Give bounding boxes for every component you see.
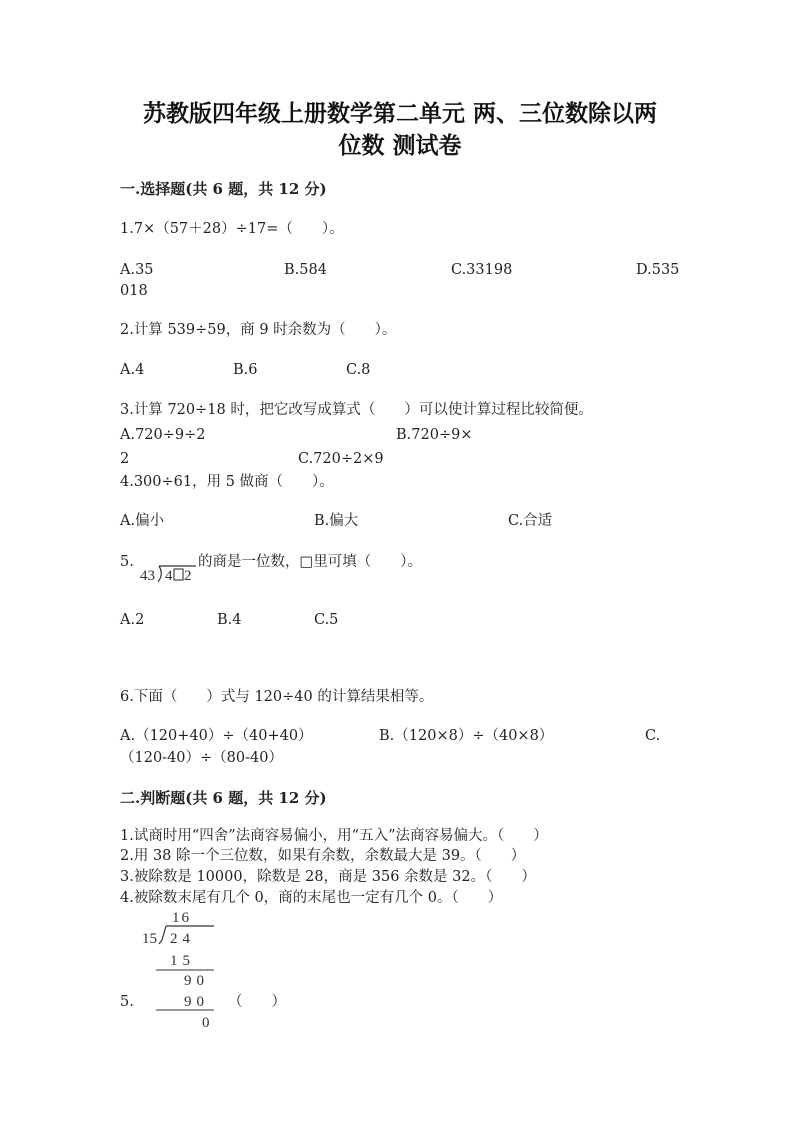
judge5-division-bracket <box>159 926 166 944</box>
judge5-answer-blank: （ ） <box>228 994 286 1010</box>
q5-option-c: C.5 <box>314 612 339 628</box>
judge-item-3: 3.被除数是 10000，除数是 28，商是 356 余数是 32。（ ） <box>120 869 536 885</box>
q2-option-a: A.4 <box>120 362 145 378</box>
q6-option-c: C. <box>645 728 661 744</box>
judge5-quotient: 16 <box>172 910 191 926</box>
q4-option-c: C.合适 <box>508 513 553 529</box>
judge5-remainder: 0 <box>202 1015 210 1031</box>
q1-option-c: C.33198 <box>451 262 513 278</box>
q3-option-b: B.720÷9× <box>396 427 473 443</box>
q3-option-b-continued: 2 <box>120 451 130 467</box>
q4-option-a: A.偏小 <box>120 513 165 529</box>
judge5-divisor: 15 <box>142 931 157 947</box>
q6-option-c-continued: （120-40）÷（80-40） <box>120 750 283 766</box>
judge5-number: 5. <box>120 994 134 1010</box>
q1-stem: 1.7×（57＋28）÷17=（ ）。 <box>120 221 344 237</box>
judge-item-1: 1.试商时用“四舍”法商容易偏小，用“五入”法商容易偏大。（ ） <box>120 828 548 844</box>
q2-stem: 2.计算 539÷59，商 9 时余数为（ ）。 <box>120 322 397 338</box>
q5-option-b: B.4 <box>217 612 242 628</box>
worksheet-title-line1: 苏教版四年级上册数学第二单元 两、三位数除以两 <box>142 100 657 127</box>
q5-blank-square <box>174 569 183 580</box>
q5-long-division-figure <box>138 548 198 584</box>
q5-divisor: 43 <box>140 568 155 584</box>
q5-stem: 的商是一位数，□里可填（ ）。 <box>198 554 422 570</box>
q6-option-a: A.（120+40）÷（40+40） <box>120 728 313 744</box>
q6-stem: 6.下面（ ）式与 120÷40 的计算结果相等。 <box>120 689 434 705</box>
judge-item-4: 4.被除数末尾有几个 0，商的末尾也一定有几个 0。（ ） <box>120 890 503 906</box>
q5-option-a: A.2 <box>120 612 145 628</box>
q1-option-a: A.35 <box>120 262 154 278</box>
section1-heading: 一.选择题(共 6 题，共 12 分) <box>120 180 327 198</box>
judge5-step2-partial: 90 <box>184 973 209 989</box>
q4-stem: 4.300÷61，用 5 做商（ ）。 <box>120 474 334 490</box>
judge5-step3-product: 90 <box>184 994 209 1010</box>
q1-option-d: D.535 <box>636 262 680 278</box>
judge-item-2: 2.用 38 除一个三位数，如果有余数，余数最大是 39。（ ） <box>120 848 526 864</box>
q1-option-b: B.584 <box>284 262 327 278</box>
q5-division-bracket <box>158 566 161 582</box>
section2-heading: 二.判断题(共 6 题，共 12 分) <box>120 789 327 807</box>
worksheet-title-line2: 位数 测试卷 <box>338 132 462 159</box>
q3-option-c: C.720÷2×9 <box>298 451 384 467</box>
q4-option-b: B.偏大 <box>314 513 359 529</box>
judge5-long-division-figure <box>138 906 228 1032</box>
q1-option-d-continued: 018 <box>120 283 148 299</box>
q2-option-c: C.8 <box>346 362 371 378</box>
q5-dividend-digit-1: 4 <box>165 568 173 584</box>
q5-dividend-digit-3: 2 <box>184 568 192 584</box>
q3-stem: 3.计算 720÷18 时，把它改写成算式（ ）可以使计算过程比较简便。 <box>120 402 593 418</box>
q6-option-b: B.（120×8）÷（40×8） <box>379 728 554 744</box>
judge5-step1-product: 15 <box>170 953 195 969</box>
q3-option-a: A.720÷9÷2 <box>120 427 206 443</box>
q2-option-b: B.6 <box>233 362 258 378</box>
q5-number: 5. <box>120 554 134 570</box>
judge5-dividend: 24 <box>170 931 195 947</box>
